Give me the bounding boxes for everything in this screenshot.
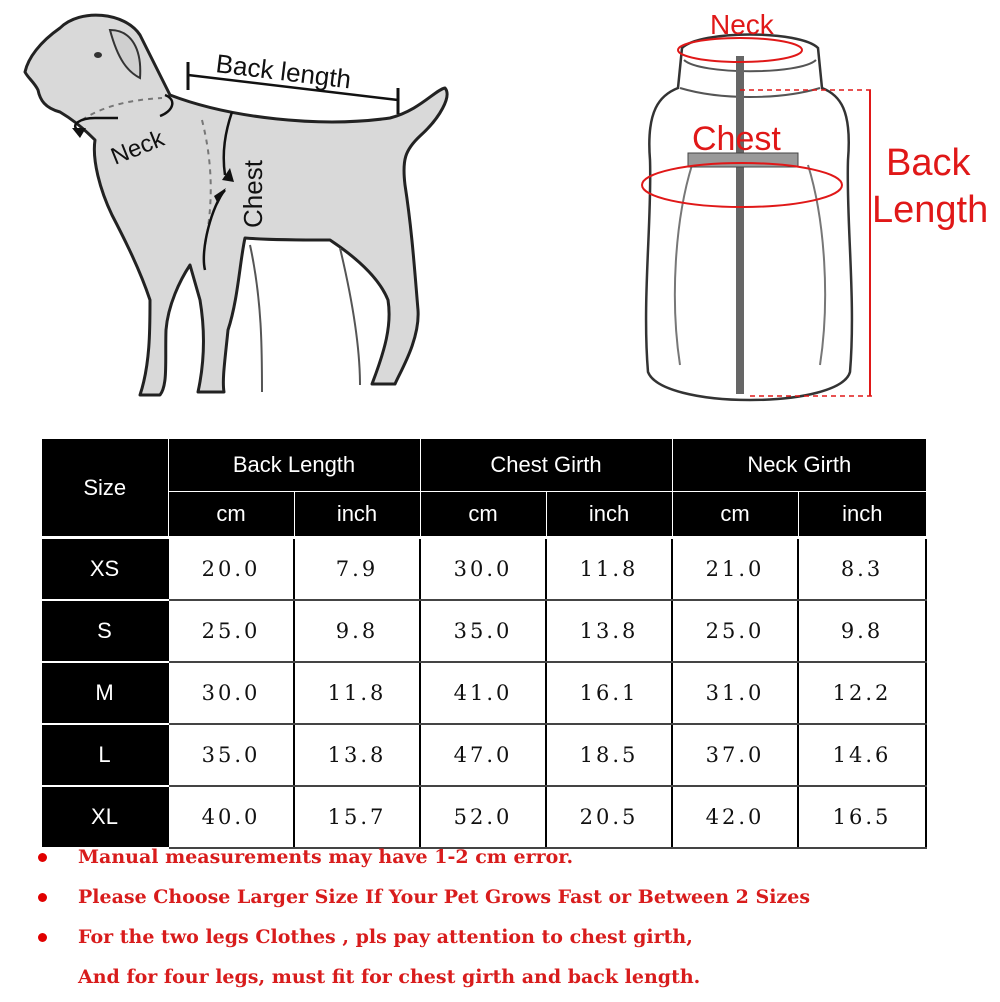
dog-back-leg-inner bbox=[250, 245, 360, 392]
table-cell: 25.0 bbox=[672, 600, 798, 662]
note-text: And for four legs, must fit for chest girth and back length. bbox=[78, 966, 701, 988]
table-cell: 37.0 bbox=[672, 724, 798, 786]
bullet-icon bbox=[38, 853, 47, 862]
vest-back-label-line1: Back bbox=[886, 142, 971, 184]
table-row bbox=[42, 786, 926, 848]
unit-header: cm bbox=[168, 492, 294, 538]
dog-neck-label: Neck bbox=[107, 125, 168, 171]
table-cell: 18.5 bbox=[546, 724, 672, 786]
size-label: XL bbox=[42, 786, 168, 848]
table-cell: 9.8 bbox=[798, 600, 926, 662]
bullet-icon bbox=[38, 933, 47, 942]
bullet-icon bbox=[38, 893, 47, 902]
size-label: M bbox=[42, 662, 168, 724]
note-item bbox=[38, 922, 978, 962]
size-label: XS bbox=[42, 538, 168, 601]
table-cell: 31.0 bbox=[672, 662, 798, 724]
vest-back-label-line2: Length bbox=[872, 189, 989, 231]
table-cell: 20.0 bbox=[168, 538, 294, 601]
note-text: For the two legs Clothes , pls pay attention to chest girth, bbox=[78, 926, 693, 948]
dog-chest-label: Chest bbox=[238, 160, 268, 228]
unit-header: inch bbox=[546, 492, 672, 538]
table-cell: 15.7 bbox=[294, 786, 420, 848]
note-item bbox=[38, 842, 978, 882]
table-cell: 42.0 bbox=[672, 786, 798, 848]
table-row bbox=[42, 600, 926, 662]
table-cell: 13.8 bbox=[546, 600, 672, 662]
vest-zipper bbox=[736, 56, 744, 394]
note-item-continuation bbox=[38, 962, 978, 1002]
chest-girth-header: Chest Girth bbox=[420, 439, 672, 492]
table-cell: 14.6 bbox=[798, 724, 926, 786]
table-cell: 9.8 bbox=[294, 600, 420, 662]
table-cell: 16.5 bbox=[798, 786, 926, 848]
table-cell: 8.3 bbox=[798, 538, 926, 601]
dog-measurement-illustration bbox=[0, 0, 470, 430]
note-text: Manual measurements may have 1-2 cm error. bbox=[78, 846, 574, 868]
back-length-header: Back Length bbox=[168, 439, 420, 492]
note-text: Please Choose Larger Size If Your Pet Grows Fast or Between 2 Sizes bbox=[78, 886, 811, 908]
table-cell: 35.0 bbox=[420, 600, 546, 662]
table-cell: 12.2 bbox=[798, 662, 926, 724]
neck-arrow-head bbox=[72, 128, 86, 138]
neck-girth-header: Neck Girth bbox=[672, 439, 926, 492]
table-cell: 40.0 bbox=[168, 786, 294, 848]
table-cell: 30.0 bbox=[420, 538, 546, 601]
table-cell: 52.0 bbox=[420, 786, 546, 848]
table-cell: 25.0 bbox=[168, 600, 294, 662]
unit-header: inch bbox=[798, 492, 926, 538]
table-cell: 30.0 bbox=[168, 662, 294, 724]
table-row bbox=[42, 724, 926, 786]
unit-header: cm bbox=[420, 492, 546, 538]
vest-chest-label: Chest bbox=[692, 120, 781, 158]
size-notes bbox=[38, 842, 978, 1002]
vest-measurement-illustration bbox=[600, 0, 1000, 430]
table-cell: 11.8 bbox=[546, 538, 672, 601]
table-cell: 16.1 bbox=[546, 662, 672, 724]
table-cell: 20.5 bbox=[546, 786, 672, 848]
size-label: S bbox=[42, 600, 168, 662]
table-cell: 41.0 bbox=[420, 662, 546, 724]
dog-back-length-label: Back length bbox=[214, 48, 353, 95]
dog-eye bbox=[94, 52, 102, 58]
unit-header: cm bbox=[672, 492, 798, 538]
unit-header: inch bbox=[294, 492, 420, 538]
table-cell: 13.8 bbox=[294, 724, 420, 786]
table-row bbox=[42, 662, 926, 724]
size-label: L bbox=[42, 724, 168, 786]
size-header: Size bbox=[42, 439, 168, 538]
table-row bbox=[42, 538, 926, 601]
table-cell: 47.0 bbox=[420, 724, 546, 786]
table-cell: 11.8 bbox=[294, 662, 420, 724]
table-cell: 35.0 bbox=[168, 724, 294, 786]
size-chart-table bbox=[42, 439, 927, 849]
vest-neck-label: Neck bbox=[710, 9, 774, 40]
note-item bbox=[38, 882, 978, 922]
table-cell: 21.0 bbox=[672, 538, 798, 601]
table-cell: 7.9 bbox=[294, 538, 420, 601]
